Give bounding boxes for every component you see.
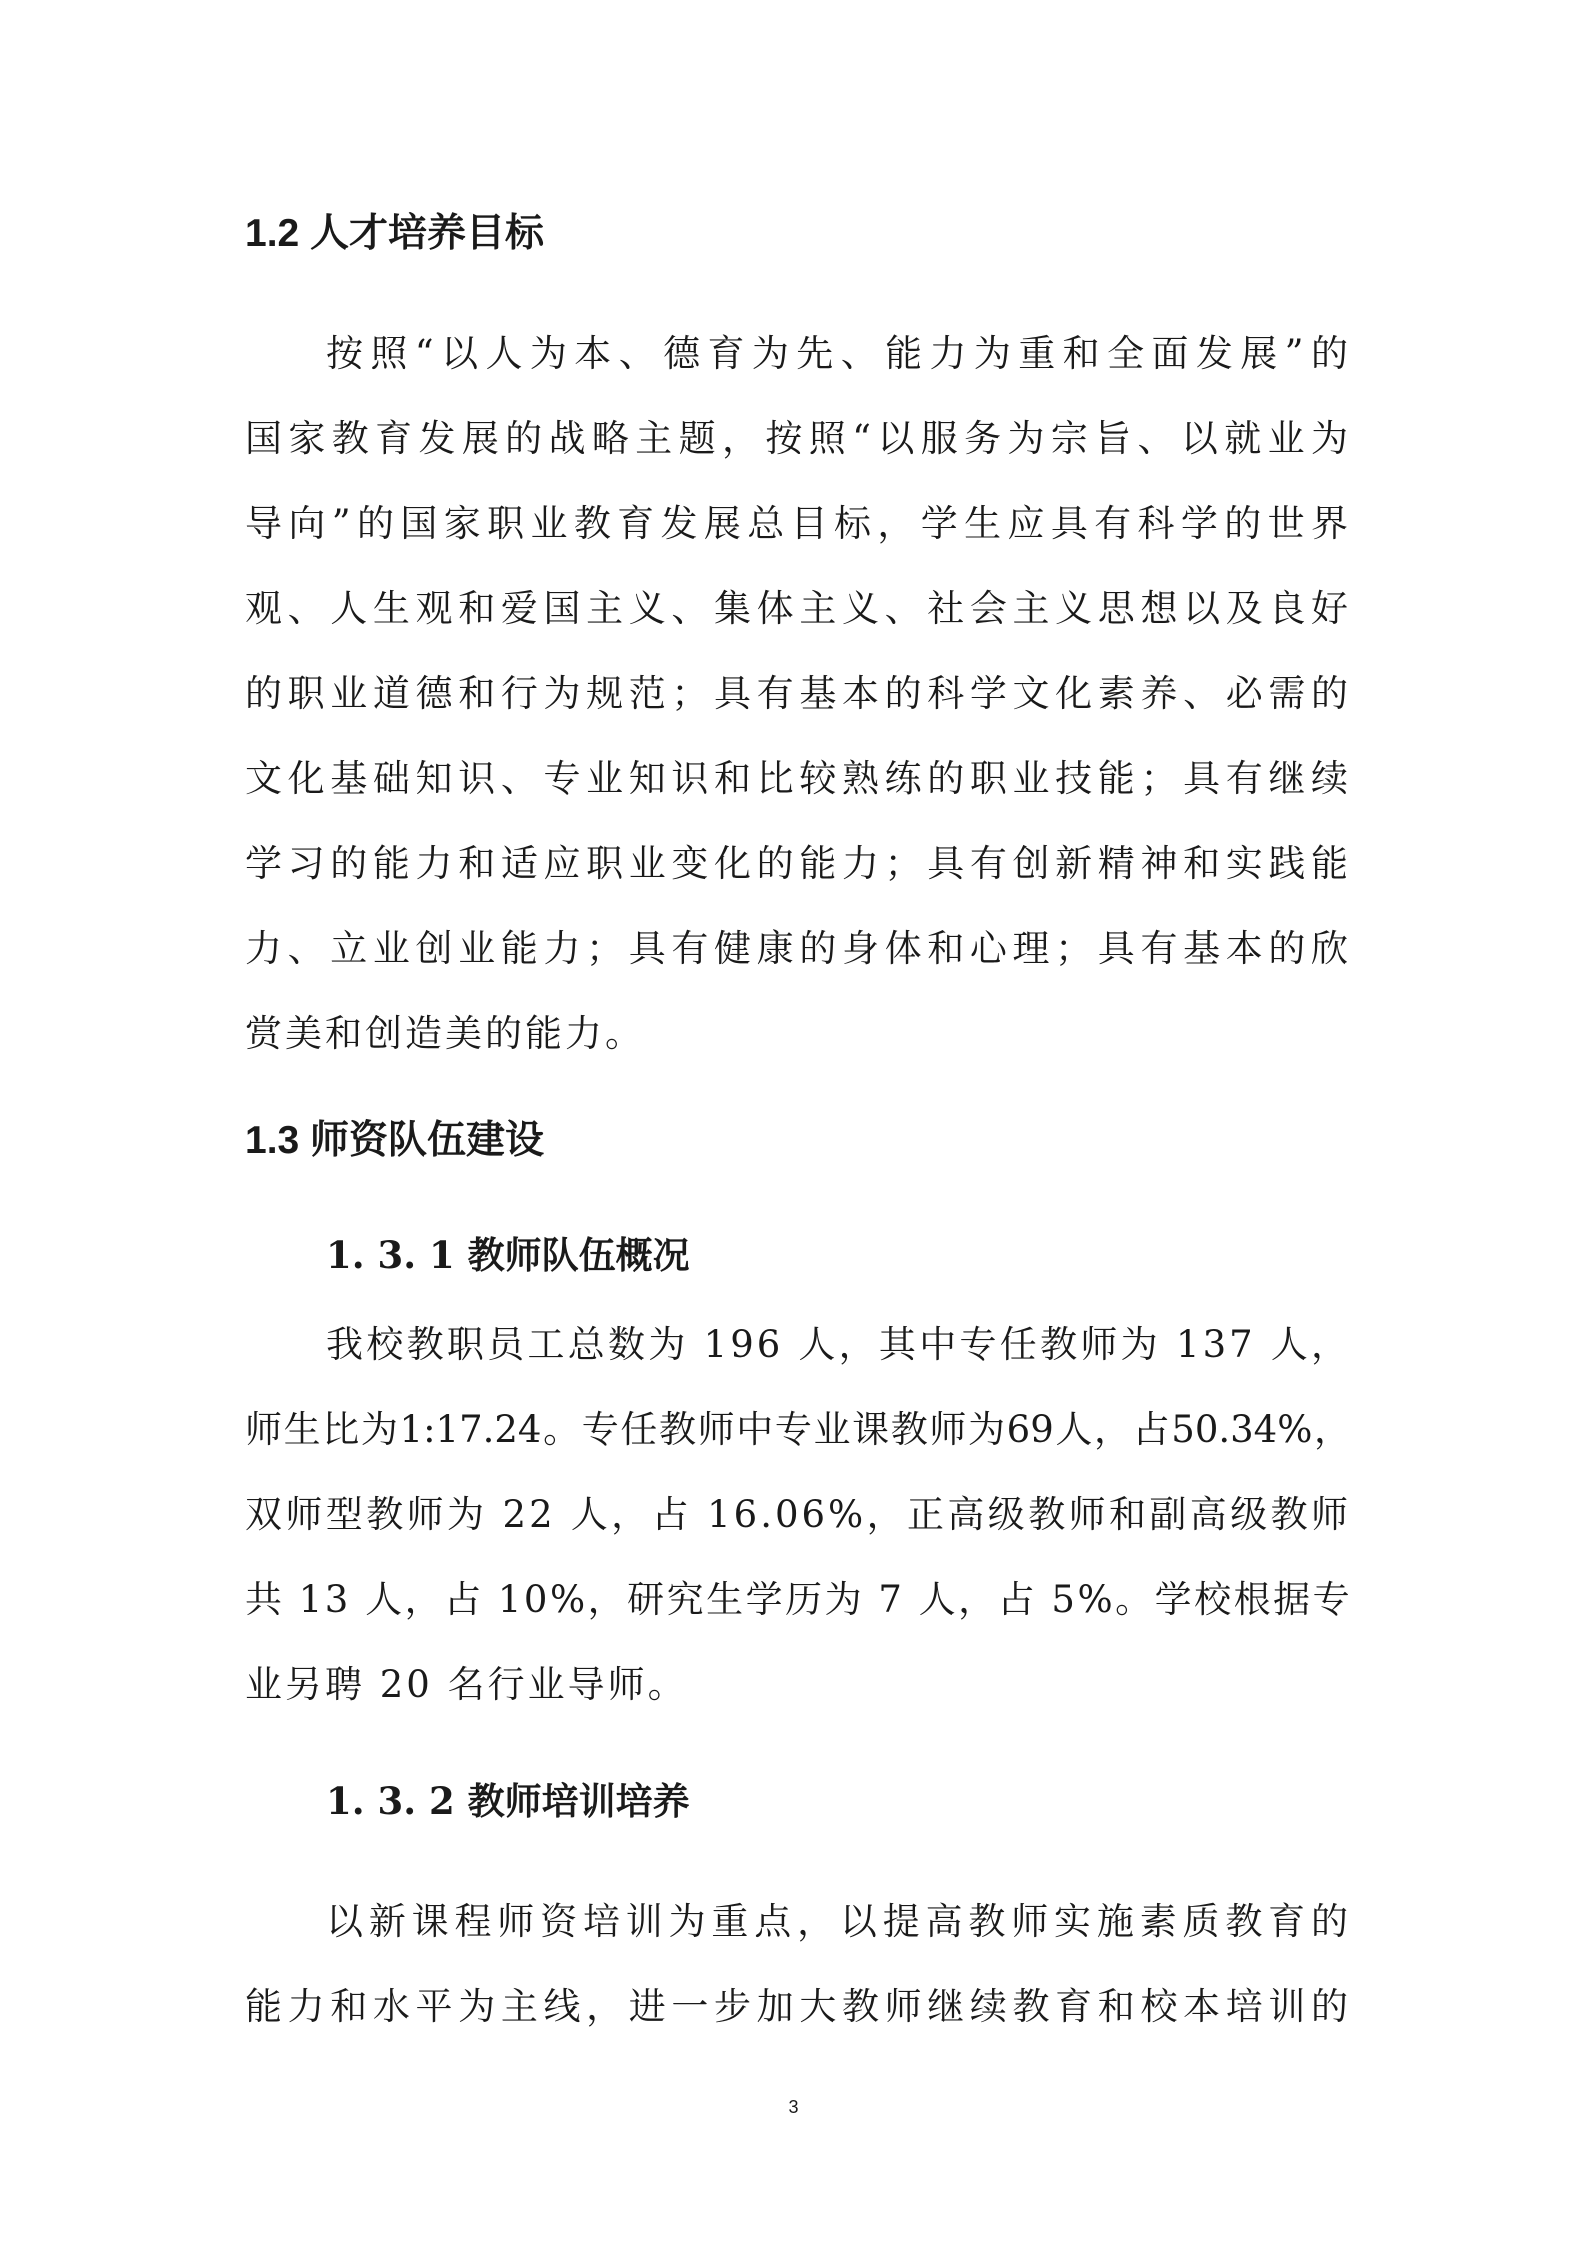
paragraph-line: 学习的能力和适应职业变化的能力；具有创新精神和实践能 xyxy=(245,842,1351,885)
paragraph-line: 业另聘 20 名行业导师。 xyxy=(245,1663,688,1706)
paragraph-line: 师生比为1:17.24。专任教师中专业课教师为69人，占50.34%， xyxy=(245,1408,1351,1451)
paragraph-line: 导向”的国家职业教育发展总目标，学生应具有科学的世界 xyxy=(245,502,1351,545)
paragraph-line: 双师型教师为 22 人，占 16.06%，正高级教师和副高级教师 xyxy=(245,1493,1351,1536)
paragraph-line: 能力和水平为主线，进一步加大教师继续教育和校本培训的 xyxy=(245,1985,1351,2028)
subsection-heading-1-3-1: 1. 3. 1 教师队伍概况 xyxy=(326,1233,690,1277)
page-number: 3 xyxy=(788,2097,799,2117)
paragraph-line: 赏美和创造美的能力。 xyxy=(245,1012,645,1055)
paragraph-line: 以新课程师资培训为重点，以提高教师实施素质教育的 xyxy=(326,1900,1351,1943)
paragraph-line: 国家教育发展的战略主题，按照“以服务为宗旨、以就业为 xyxy=(245,417,1351,460)
paragraph-line: 文化基础知识、专业知识和比较熟练的职业技能；具有继续 xyxy=(245,757,1351,800)
paragraph-talent-goals xyxy=(245,311,1351,1076)
paragraph-line: 我校教职员工总数为 196 人，其中专任教师为 137 人， xyxy=(326,1323,1351,1366)
paragraph-line: 观、人生观和爱国主义、集体主义、社会主义思想以及良好 xyxy=(245,587,1351,630)
section-heading-1-3: 1.3 师资队伍建设 xyxy=(245,1119,545,1162)
paragraph-line: 力、立业创业能力；具有健康的身体和心理；具有基本的欣 xyxy=(245,927,1351,970)
paragraph-line: 的职业道德和行为规范；具有基本的科学文化素养、必需的 xyxy=(245,672,1351,715)
paragraph-teacher-overview xyxy=(245,1302,1351,1727)
section-heading-1-2: 1.2 人才培养目标 xyxy=(245,212,545,255)
subsection-heading-1-3-2: 1. 3. 2 教师培训培养 xyxy=(326,1779,690,1823)
paragraph-line: 共 13 人，占 10%，研究生学历为 7 人，占 5%。学校根据专 xyxy=(245,1578,1353,1621)
paragraph-line: 按照“以人为本、德育为先、能力为重和全面发展”的 xyxy=(326,332,1351,375)
paragraph-teacher-training xyxy=(245,1879,1351,2049)
